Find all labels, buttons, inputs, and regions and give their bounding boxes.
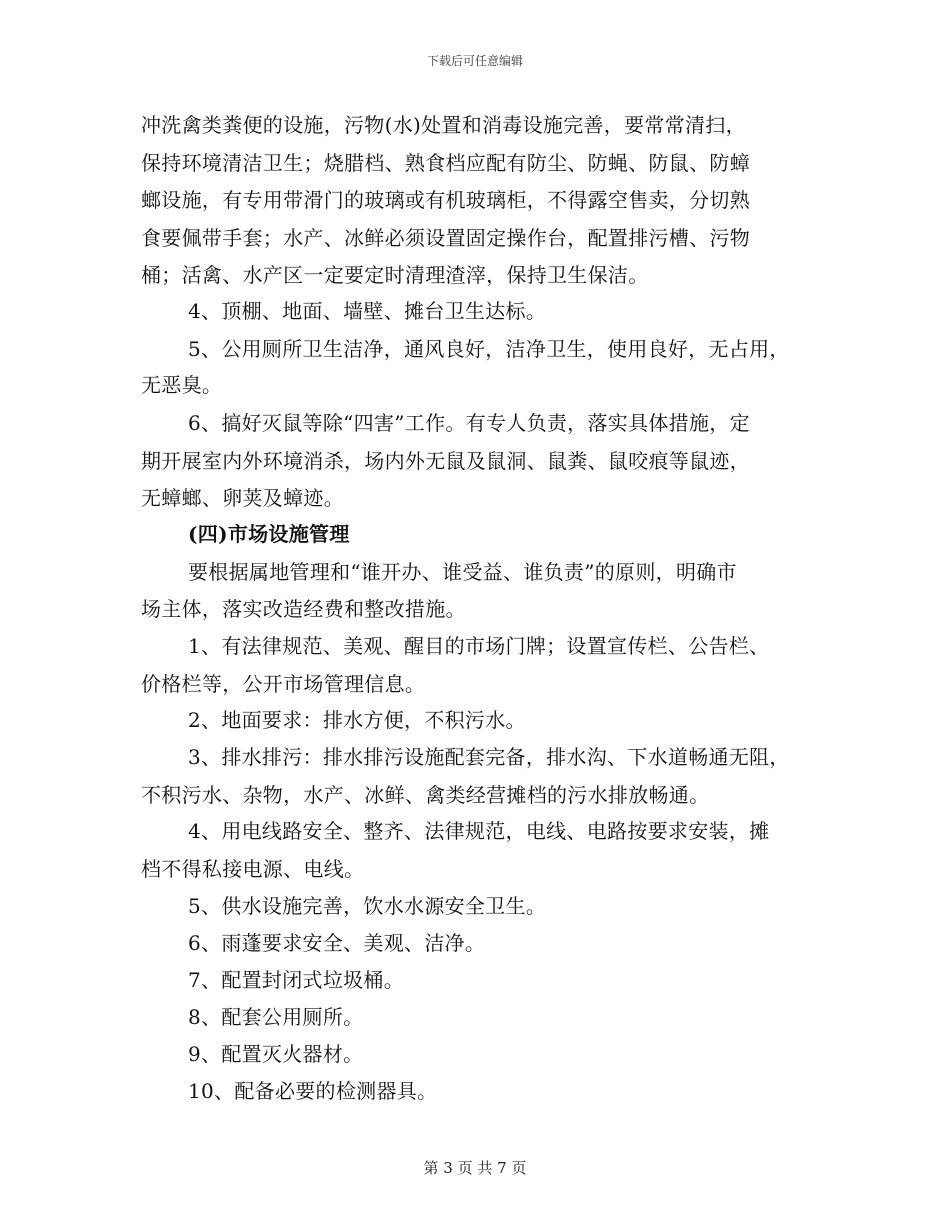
- list-item: 6、搞好灭鼠等除“四害”工作。有专人负责，落实具体措施，定: [188, 411, 750, 435]
- page-header: 下载后可任意编辑: [426, 54, 523, 68]
- text-line: 冲洗禽类粪便的设施，污物(水)处置和消毒设施完善，要常常清扫，: [141, 113, 746, 137]
- text-line: 桶；活禽、水产区一定要定时清理渣滓，保持卫生保洁。: [141, 263, 649, 287]
- list-item: 4、顶棚、地面、墙壁、摊台卫生达标。: [188, 299, 547, 323]
- list-item: 4、用电线路安全、整齐、法律规范，电线、电路按要求安装，摊: [188, 819, 770, 843]
- list-item: 9、配置灭火器材。: [188, 1042, 364, 1066]
- list-item: 2、地面要求：排水方便，不积污水。: [188, 708, 526, 732]
- list-item: 6、雨蓬要求安全、美观、洁净。: [188, 931, 486, 955]
- list-item: 8、配套公用厕所。: [188, 1005, 364, 1029]
- text-line: 食要佩带手套；水产、冰鲜必须设置固定操作台，配置排污槽、污物: [141, 226, 750, 250]
- list-item: 3、排水排污：排水排污设施配套完备，排水沟、下水道畅通无阻，: [188, 745, 790, 769]
- text-line: 档不得私接电源、电线。: [141, 857, 365, 881]
- text-line: 不积污水、杂物，水产、冰鲜、禽类经营摊档的污水排放畅通。: [141, 783, 710, 807]
- list-item: 5、供水设施完善，饮水水源安全卫生。: [188, 894, 547, 918]
- page-number: 第 3 页 共 7 页: [423, 1159, 527, 1177]
- text-line: 场主体，落实改造经费和整改措施。: [141, 597, 466, 621]
- text-line: 无恶臭。: [141, 373, 223, 397]
- list-item: 7、配置封闭式垃圾桶。: [188, 968, 405, 992]
- paragraph-line: 要根据属地管理和“谁开办、谁受益、谁负责”的原则，明确市: [188, 560, 737, 584]
- text-line: 期开展室内外环境消杀，场内外无鼠及鼠洞、鼠粪、鼠咬痕等鼠迹，: [141, 449, 750, 473]
- text-line: 价格栏等，公开市场管理信息。: [141, 672, 426, 696]
- list-item: 1、有法律规范、美观、醒目的市场门牌；设置宣传栏、公告栏、: [188, 634, 770, 658]
- list-item: 5、公用厕所卫生洁净，通风良好，洁净卫生，使用良好，无占用，: [188, 337, 790, 361]
- text-line: 无蟑螂、卵荚及蟑迹。: [141, 486, 344, 510]
- text-line: 螂设施，有专用带滑门的玻璃或有机玻璃柜，不得露空售卖，分切熟: [141, 188, 750, 212]
- section-heading: (四)市场设施管理: [188, 522, 350, 546]
- text-line: 保持环境清洁卫生；烧腊档、熟食档应配有防尘、防蝇、防鼠、防蟑: [141, 151, 750, 175]
- list-item: 10、配备必要的检测器具。: [188, 1079, 438, 1103]
